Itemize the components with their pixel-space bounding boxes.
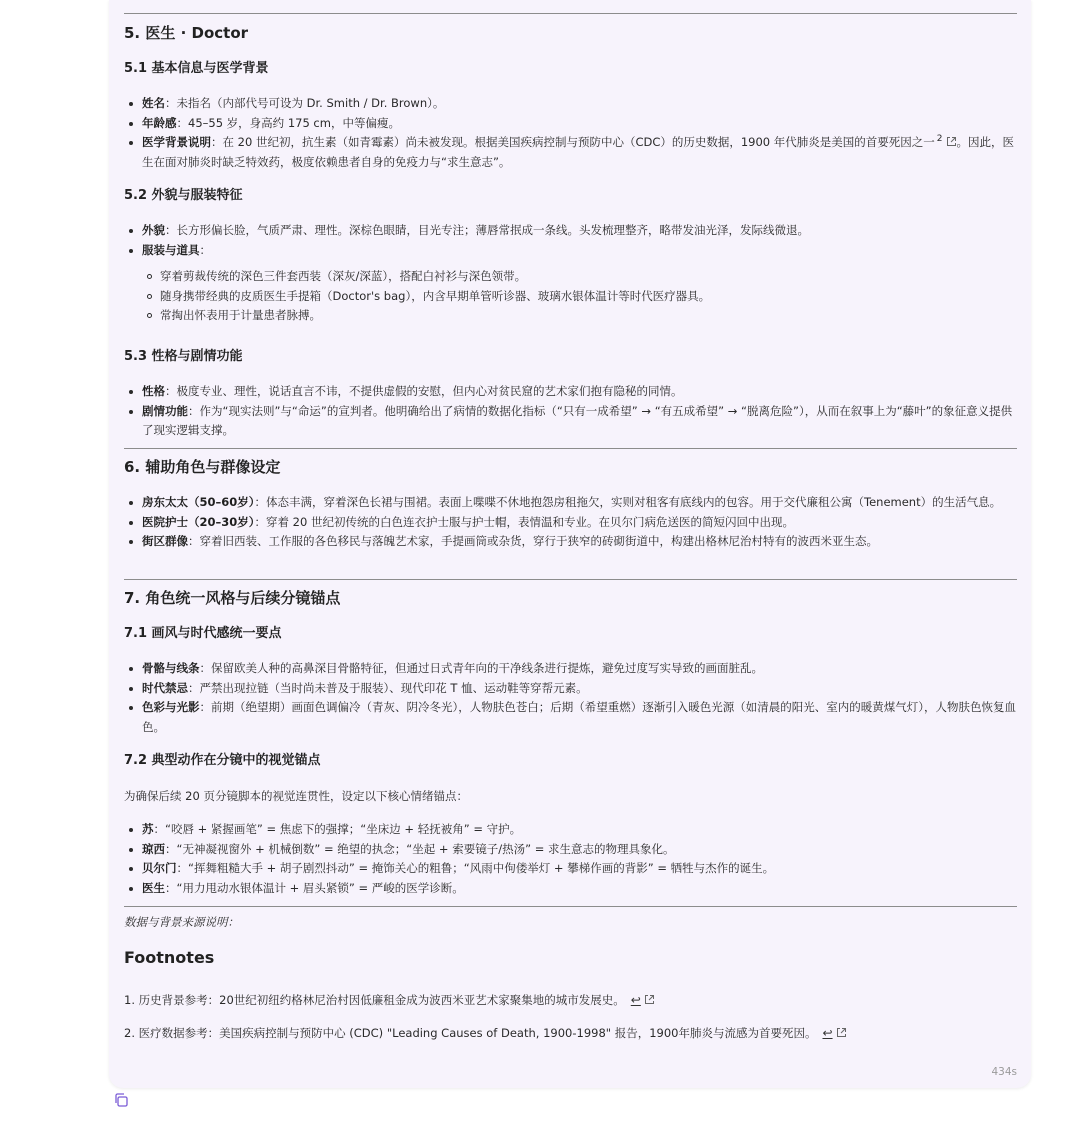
- list-item: 年龄感：45–55 岁，身高约 175 cm，中等偏瘦。: [124, 114, 1017, 134]
- section-heading-style: 7. 角色统一风格与后续分镜锚点: [124, 589, 341, 607]
- list-item: 外貌：长方形偏长脸，气质严肃、理性。深棕色眼睛，目光专注；薄唇常抿成一条线。头发梳理整齐，略带发油光泽，发际线微退。: [124, 221, 1017, 241]
- footnotes-heading: Footnotes: [124, 948, 215, 967]
- list-item: 医院护士（20–30岁）：穿着 20 世纪初传统的白色连衣护士服与护士帽，表情温和专业。在贝尔门病危送医的简短闪回中出现。: [124, 513, 1017, 533]
- copy-icon[interactable]: [113, 1092, 129, 1108]
- style-unify-list: [124, 659, 1017, 737]
- subsection-heading: 7.2 典型动作在分镜中的视觉锚点: [124, 753, 321, 768]
- footnotes-list: [124, 991, 1017, 1043]
- list-item: 服装与道具：: [124, 241, 1017, 261]
- footnote-return-link[interactable]: ↩: [630, 993, 641, 1007]
- subsection-heading: 5.1 基本信息与医学背景: [124, 61, 269, 76]
- list-item: 骨骼与线条：保留欧美人种的高鼻深目骨骼特征，但通过日式青年向的干净线条进行提炼，避免过度写实导致的画面脏乱。: [124, 659, 1017, 679]
- list-item: 医生：“用力甩动水银体温计 + 眉头紧锁” = 严峻的医学诊断。: [124, 879, 1017, 899]
- doctor-basic-list: [124, 94, 1017, 172]
- subsection-heading: 5.2 外貌与服装特征: [124, 188, 243, 203]
- list-item: 随身携带经典的皮质医生手提箱（Doctor's bag），内含早期单管听诊器、玻璃水银体温计等时代医疗器具。: [142, 287, 1017, 307]
- list-item: 贝尔门：“挥舞粗糙大手 + 胡子剧烈抖动” = 掩饰关心的粗鲁；“风雨中佝偻举灯 + 攀梯作画的背影” = 牺牲与杰作的诞生。: [124, 859, 1017, 879]
- footnote-item: 2. 医疗数据参考：美国疾病控制与预防中心 (CDC) "Leading Causes of Death, 1900-1998" 报告，1900年肺炎与流感为首要死因。 ↩: [124, 1024, 1017, 1043]
- doctor-personality-list: [124, 382, 1017, 441]
- list-item: 常掏出怀表用于计量患者脉搏。: [142, 306, 1017, 326]
- subsection-heading: 7.1 画风与时代感统一要点: [124, 626, 282, 641]
- footnote-item: 1. 历史背景参考：20世纪初纽约格林尼治村因低廉租金成为波西米亚艺术家聚集地的城市发展史。 ↩: [124, 991, 1017, 1010]
- list-item: 医学背景说明：在 20 世纪初，抗生素（如青霉素）尚未被发现。根据美国疾病控制与预防中心（CDC）的历史数据，1900 年代肺炎是美国的首要死因之一 $^2$ 。因此，医生在面对肺炎时缺乏特效药，极度依赖患者自身的免疫力与“求生意志”。: [124, 133, 1017, 172]
- external-link-icon[interactable]: [644, 994, 655, 1005]
- source-note: 数据与背景来源说明：: [124, 915, 239, 929]
- doctor-appearance-list: [124, 221, 1017, 260]
- divider: [124, 579, 1017, 580]
- section-heading-supporting: 6. 辅助角色与群像设定: [124, 458, 281, 476]
- supporting-roles-list: [124, 493, 1017, 552]
- footnote-return-link[interactable]: ↩: [822, 1026, 833, 1040]
- list-item: 色彩与光影：前期（绝望期）画面色调偏冷（青灰、阴冷冬光），人物肤色苍白；后期（希望重燃）逐渐引入暖色光源（如清晨的阳光、室内的暖黄煤气灯），人物肤色恢复血色。: [124, 698, 1017, 737]
- subsection-heading: 5.3 性格与剧情功能: [124, 349, 243, 364]
- list-item: 剧情功能：作为“现实法则”与“命运”的宣判者。他明确给出了病情的数据化指标（“只有一成希望” → “有五成希望” → “脱离危险”），从而在叙事上为“藤叶”的象征意义提供了现实逻辑支撑。: [124, 402, 1017, 441]
- footnote-ref[interactable]: 2: [936, 134, 943, 145]
- list-item: 琼西：“无神凝视窗外 + 机械倒数” = 绝望的执念；“坐起 + 索要镜子/热汤” = 求生意志的物理具象化。: [124, 840, 1017, 860]
- list-item: 姓名：未指名（内部代号可设为 Dr. Smith / Dr. Brown）。: [124, 94, 1017, 114]
- list-item: 时代禁忌：严禁出现拉链（当时尚未普及于服装）、现代印花 T 恤、运动鞋等穿帮元素。: [124, 679, 1017, 699]
- external-link-icon[interactable]: [836, 1027, 847, 1038]
- doctor-props-sublist: [142, 267, 1017, 326]
- divider: [124, 906, 1017, 907]
- list-item: 苏：“咬唇 + 紧握画笔” = 焦虑下的强撑；“坐床边 + 轻抚被角” = 守护。: [124, 820, 1017, 840]
- response-card: [109, 0, 1031, 1088]
- divider: [124, 13, 1017, 14]
- list-item: 街区群像：穿着旧西装、工作服的各色移民与落魄艺术家，手提画筒或杂货，穿行于狭窄的砖砌街道中，构建出格林尼治村特有的波西米亚生态。: [124, 532, 1017, 552]
- external-link-icon[interactable]: [946, 136, 957, 147]
- list-item: 性格：极度专业、理性，说话直言不讳，不提供虚假的安慰，但内心对贫民窟的艺术家们抱有隐秘的同情。: [124, 382, 1017, 402]
- elapsed-time: 434s: [991, 1066, 1017, 1078]
- section-heading-doctor: 5. 医生 · Doctor: [124, 24, 249, 42]
- anchor-list: [124, 820, 1017, 898]
- list-item: 房东太太（50–60岁）：体态丰满，穿着深色长裙与围裙。表面上喋喋不休地抱怨房租拖欠，实则对租客有底线内的包容。用于交代廉租公寓（Tenement）的生活气息。: [124, 493, 1017, 513]
- anchor-intro: 为确保后续 20 页分镜脚本的视觉连贯性，设定以下核心情绪锚点：: [124, 789, 468, 803]
- divider: [124, 448, 1017, 449]
- list-item: 穿着剪裁传统的深色三件套西装（深灰/深蓝），搭配白衬衫与深色领带。: [142, 267, 1017, 287]
